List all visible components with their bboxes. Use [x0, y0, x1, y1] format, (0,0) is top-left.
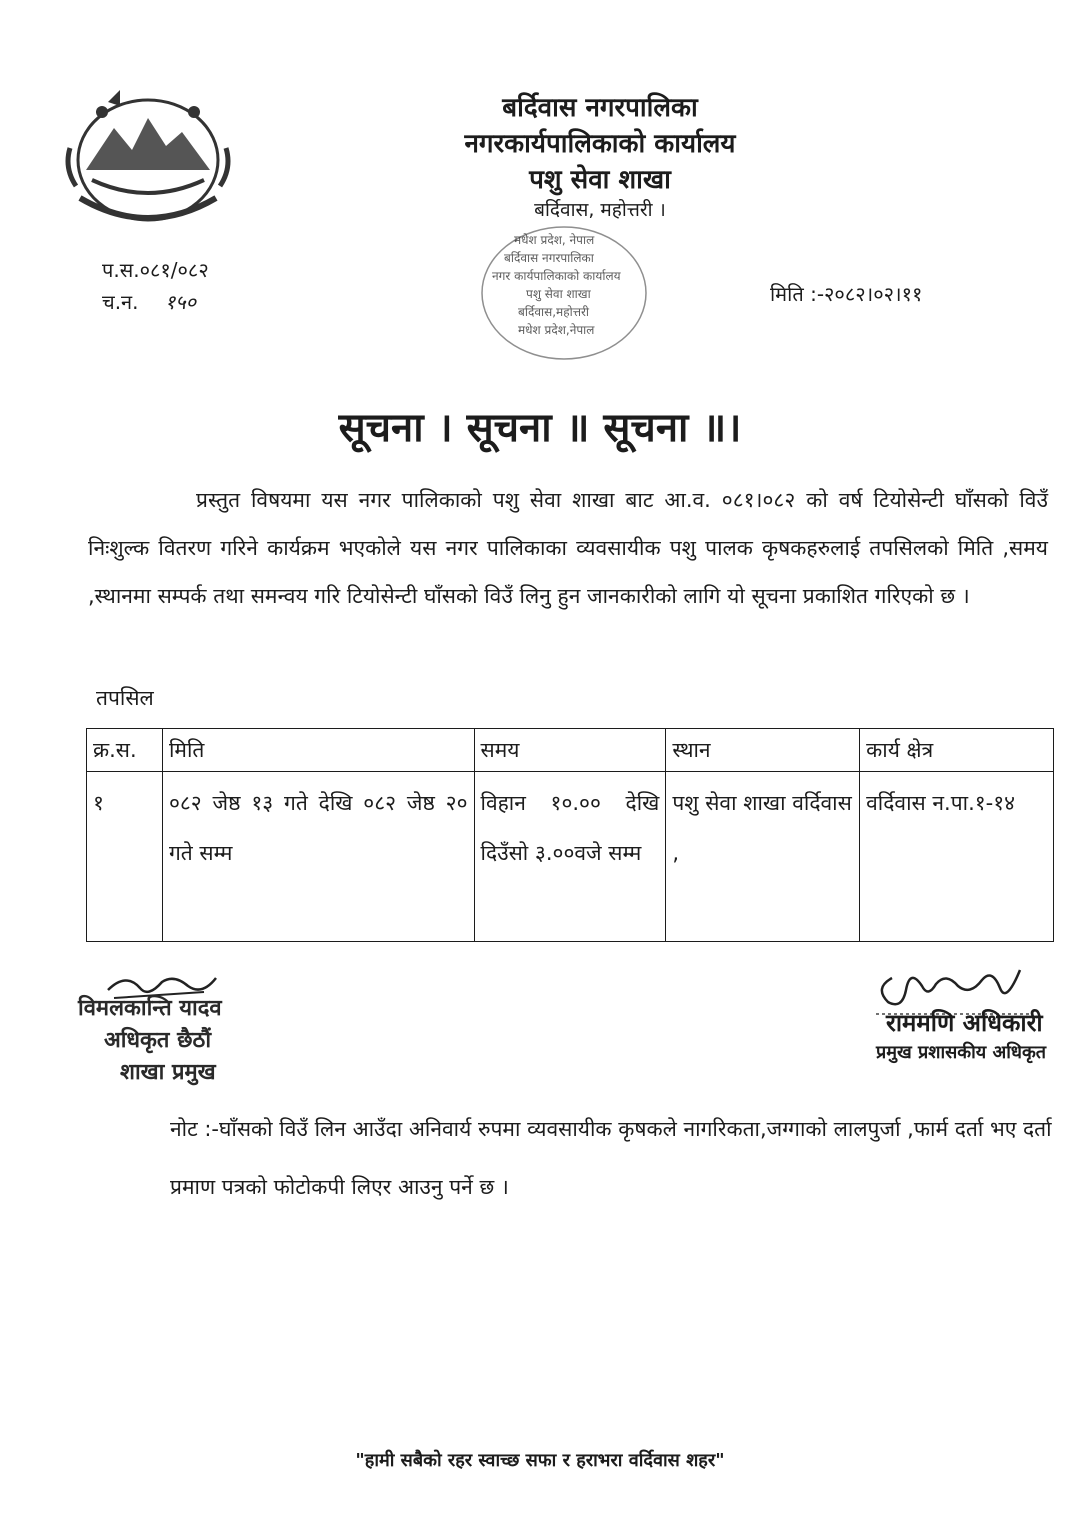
header-date: मिति	[162, 729, 474, 772]
office-name: बर्दिवास नगरपालिका	[502, 93, 698, 123]
dispatch-value: १५०	[164, 290, 197, 314]
details-label: तपसिल	[96, 686, 154, 710]
signatory-right-name: राममणि अधिकारी	[886, 1009, 1043, 1037]
letter-reference-number: प.स.०८१/०८२	[102, 258, 209, 282]
cell-place: पशु सेवा शाखा वर्दिवास ,	[666, 772, 860, 942]
notice-body: प्रस्तुत विषयमा यस नगर पालिकाको पशु सेवा शाखा बाट आ.व. ०८१।०८२ को वर्ष टियोसेन्टी घाँसको विउँ निःशुल्क वितरण गरिने कार्यक्रम भएकोले यस नगर पालिकाका व्यवसायीक पशु पालक कृषकहरुलाई तपसिलको मिति ,समय ,स्थानमा सम्पर्क तथा समन्वय गरि टियोसेन्टी घाँसको विउँ लिनु हुन जानकारीको लागि यो सूचना प्रकाशित गरिएको छ ।	[88, 488, 1048, 608]
header-place: स्थान	[666, 729, 860, 772]
office-address: बर्दिवास, महोत्तरी ।	[534, 199, 666, 221]
office-stamp	[478, 222, 650, 364]
section-name: पशु सेवा शाखा	[529, 165, 671, 195]
table-header-row	[87, 729, 1054, 772]
cell-date: ०८२ जेष्ठ १३ गते देखि ०८२ जेष्ठ २० गते सम्म	[162, 772, 474, 942]
dispatch-label: च.न.	[102, 290, 139, 314]
header-serial: क्र.स.	[87, 729, 163, 772]
svg-text:बर्दिवास नगरपालिका: बर्दिवास नगरपालिका	[504, 251, 594, 265]
signatory-left-title: अधिकृत छैठौं	[104, 1028, 212, 1053]
signatory-left-name: विमलकान्ति यादव	[78, 996, 222, 1021]
signatory-left-role: शाखा प्रमुख	[120, 1060, 216, 1085]
notice-note: नोट :-घाँसको विउँ लिन आउँदा अनिवार्य रुपमा व्यवसायीक कृषकले नागरिकता,जग्गाको लालपुर्जा ,फार्म दर्ता भए दर्ता प्रमाण पत्रको फोटोकपी लिएर आउनु पर्ने छ ।	[170, 1117, 1052, 1199]
svg-text:बर्दिवास,महोत्तरी: बर्दिवास,महोत्तरी	[518, 305, 590, 319]
svg-text:मधेश प्रदेश,नेपाल: मधेश प्रदेश,नेपाल	[518, 323, 595, 337]
header-time: समय	[474, 729, 666, 772]
svg-text:पशु सेवा शाखा: पशु सेवा शाखा	[526, 287, 591, 301]
cell-serial: १	[87, 772, 163, 942]
svg-text:नगर कार्यपालिकाको कार्यालय: नगर कार्यपालिकाको कार्यालय	[492, 269, 621, 283]
notice-date: मिति :-२०८२।०२।११	[770, 282, 923, 306]
notice-title: सूचना । सूचना ॥ सूचना ॥।	[338, 405, 742, 451]
dispatch-number	[102, 288, 196, 315]
cell-time: विहान १०.०० देखि दिउँसो ३.००वजे सम्म	[474, 772, 666, 942]
signatory-right-title: प्रमुख प्रशासकीय अधिकृत	[876, 1042, 1047, 1063]
footer-slogan: "हामी सबैको रहर स्वाच्छ सफा र हराभरा वर्दिवास शहर"	[355, 1450, 725, 1471]
office-subtitle: नगरकार्यपालिकाको कार्यालय	[464, 129, 736, 159]
header-work-area: कार्य क्षेत्र	[860, 729, 1054, 772]
svg-text:मधेश प्रदेश, नेपाल: मधेश प्रदेश, नेपाल	[514, 233, 595, 247]
nepal-government-emblem	[62, 88, 234, 238]
cell-work-area: वर्दिवास न.पा.१-१४	[860, 772, 1054, 942]
schedule-table	[86, 728, 1054, 942]
table-row	[87, 772, 1054, 942]
